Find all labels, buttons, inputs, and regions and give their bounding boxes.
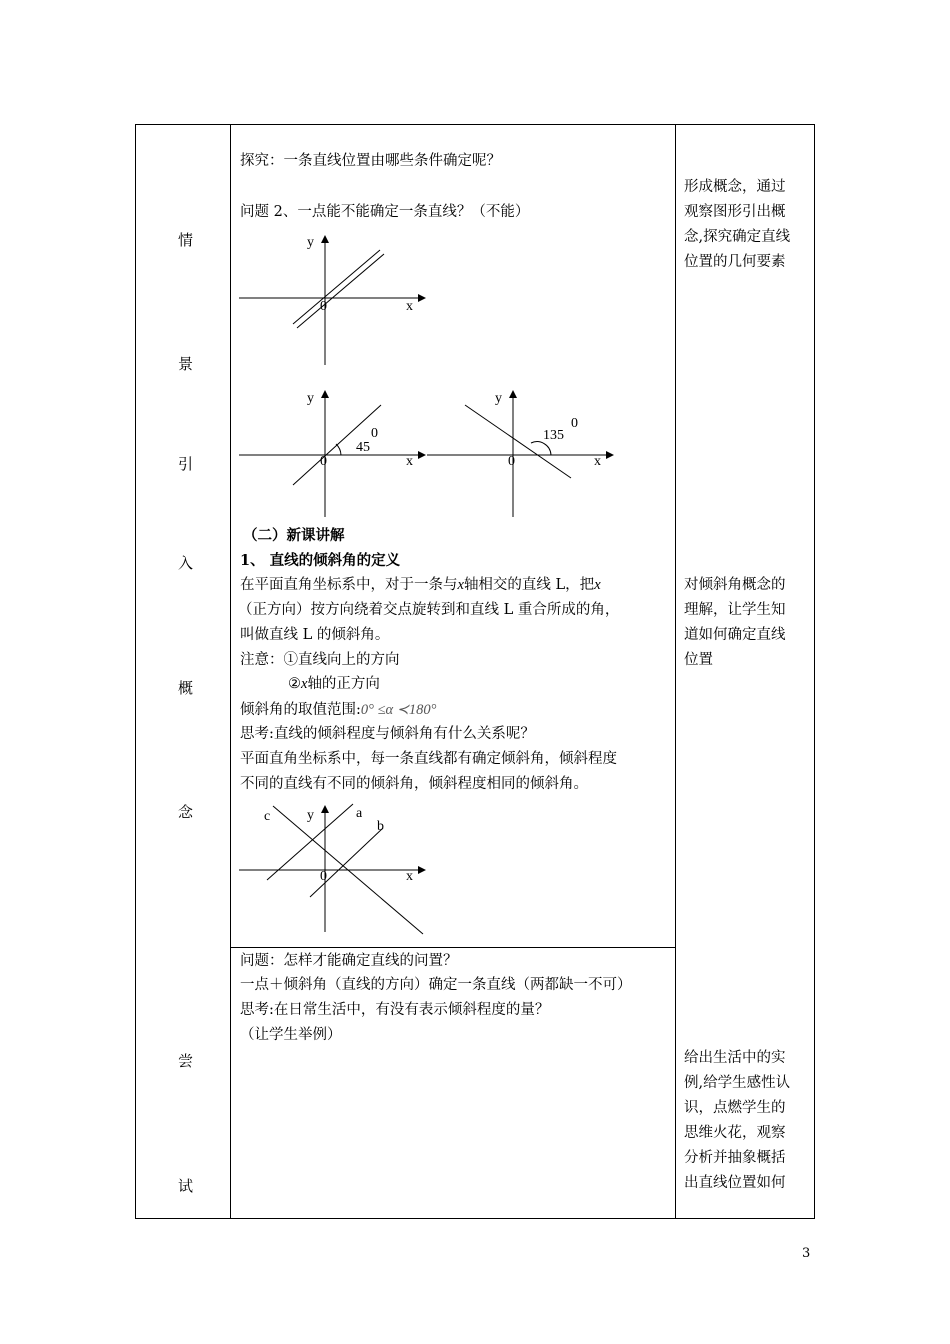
origin-label: 0: [320, 454, 327, 469]
note-1: 注意：①直线向上的方向: [240, 652, 400, 668]
left-char-2: 景: [178, 355, 194, 373]
left-char-4: 入: [178, 554, 194, 572]
side-note-2: 对倾斜角概念的 理解，让学生知 道如何确定直线 位置: [684, 577, 786, 668]
side-note-3: 给出生活中的实 例,给学生感性认 识，点燃学生的 思维火花，观察 分析并抽象概括 出直线位置如何: [684, 1050, 791, 1191]
left-char-6: 念: [178, 803, 194, 821]
axis-x-label: x: [594, 454, 601, 469]
axis-x-label: x: [406, 299, 413, 314]
line-a-label: a: [356, 806, 363, 821]
diagram-parallel-lines: [235, 230, 435, 370]
question-line-2: 一点＋倾斜角（直线的方向）确定一条直线（两都缺一不可）: [240, 977, 632, 993]
degree-mark: 0: [371, 426, 378, 441]
question-line-4: （让学生举例）: [240, 1027, 342, 1043]
left-char-7: 尝: [178, 1052, 194, 1070]
origin-label: 0: [320, 869, 327, 884]
column-divider-1: [230, 125, 231, 1218]
diagram-135-degree: [423, 385, 623, 525]
definition-line-3: 叫做直线 L 的倾斜角。: [240, 627, 390, 643]
axis-y-label: y: [495, 391, 502, 406]
definition-line-1: 在平面直角坐标系中，对于一条与x轴相交的直线 L，把x: [240, 577, 601, 593]
definition-line-2: （正方向）按方向绕着交点旋转到和直线 L 重合所成的角，: [238, 602, 620, 618]
left-char-8: 试: [178, 1177, 194, 1195]
origin-label: 0: [320, 299, 327, 314]
axis-x-label: x: [406, 454, 413, 469]
angle-range: 倾斜角的取值范围:0° ≤α ≺180°: [240, 702, 437, 718]
page-number: 3: [802, 1246, 811, 1261]
relation-line-2: 不同的直线有不同的倾斜角，倾斜程度相同的倾斜角。: [240, 776, 588, 792]
think-1: 思考:直线的倾斜程度与倾斜角有什么关系呢？: [240, 726, 535, 742]
row-divider: [230, 947, 675, 948]
degree-mark: 0: [571, 416, 578, 431]
axis-x-label: x: [406, 869, 413, 884]
relation-line-1: 平面直角坐标系中，每一条直线都有确定倾斜角，倾斜程度: [240, 751, 617, 767]
side-note-1: 形成概念，通过 观察图形引出概 念,探究确定直线 位置的几何要素: [684, 179, 791, 270]
angle-135-label: 135: [543, 428, 564, 443]
axis-y-label: y: [307, 808, 314, 823]
left-char-5: 概: [178, 679, 194, 697]
note-2: ②x轴的正方向: [288, 676, 380, 692]
left-char-1: 情: [178, 231, 194, 249]
column-divider-2: [675, 125, 676, 1218]
question-line-1: 问题：怎样才能确定直线的问置？: [240, 953, 458, 969]
diagram-45-degree: [235, 385, 435, 525]
line-c-label: c: [264, 809, 271, 824]
axis-y-label: y: [307, 391, 314, 406]
explore-question: 探究：一条直线位置由哪些条件确定呢？: [240, 153, 501, 169]
line-b-label: b: [377, 819, 384, 834]
question-2: 问题 2、一点能不能确定一条直线？（不能）: [240, 204, 530, 220]
section-2-title: （二）新课讲解: [243, 527, 345, 544]
diagram-lines-abc: [235, 800, 435, 940]
axis-y-label: y: [307, 235, 314, 250]
left-char-3: 引: [178, 455, 194, 473]
origin-label: 0: [508, 454, 515, 469]
angle-45-label: 45: [356, 440, 370, 455]
question-line-3: 思考:在日常生活中，有没有表示倾斜程度的量？: [240, 1002, 550, 1018]
definition-title: 1、 直线的倾斜角的定义: [240, 552, 401, 569]
